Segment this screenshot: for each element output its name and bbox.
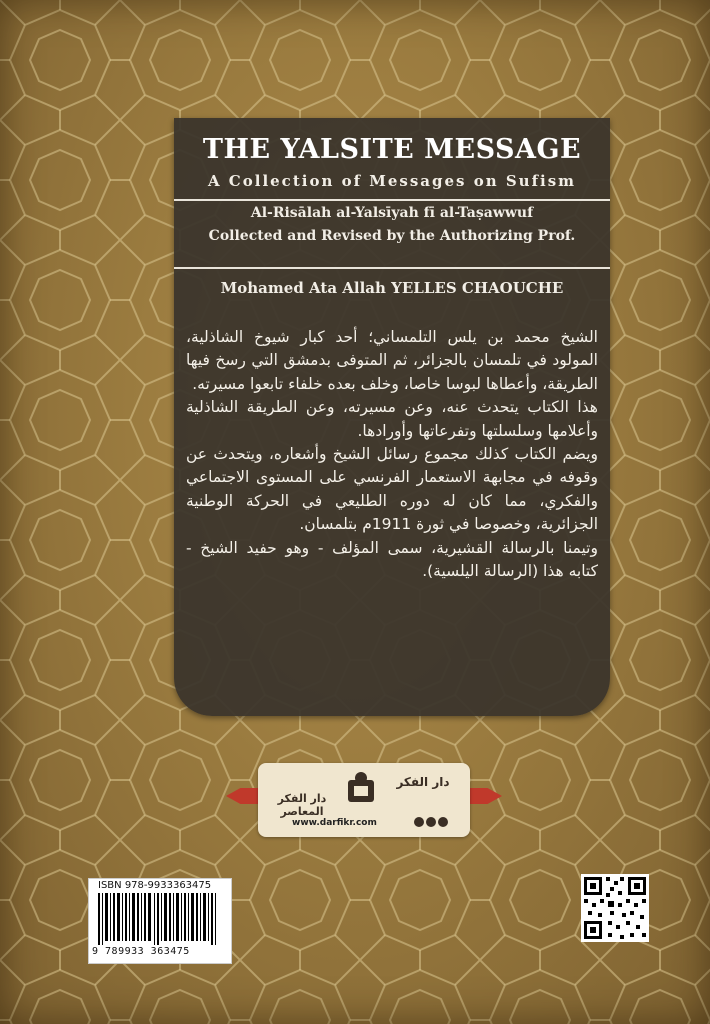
arabic-paragraph: الشيخ محمد بن يلس التلمساني؛ أحد كبار شيوخ الشاذلية، المولود في تلمسان بالجزائر، ثم المتوفى بدمشق التي رسخ فيها الطريقة، وأعطاها لبوسا خاصا، وخلف بعده خلفاء تابعوا مسيرته. — [186, 328, 598, 393]
publisher-website: www.darfikr.com — [292, 818, 377, 828]
divider-bottom — [174, 267, 610, 269]
book-title: THE YALSITE MESSAGE — [202, 134, 582, 165]
isbn-label: ISBN 978-9933363475 — [98, 880, 212, 891]
publisher-name: دار الفكر — [396, 775, 450, 789]
divider-top — [174, 199, 610, 201]
transliterated-title: Al-Risālah al-Yalsīyah fī al-Taṣawwuf — [250, 205, 534, 221]
collected-by-line: Collected and Revised by the Authorizing Prof. — [208, 228, 576, 244]
barcode-icon — [96, 893, 222, 945]
social-icon-3 — [438, 817, 448, 827]
publisher-full-name: دار الفكر المعاصر — [277, 792, 327, 818]
social-icon-1 — [414, 817, 424, 827]
arabic-description — [186, 326, 598, 583]
book-subtitle: A Collection of Messages on Sufism — [207, 172, 577, 190]
arabic-paragraph: هذا الكتاب يتحدث عنه، وعن مسيرته، وعن الطريقة الشاذلية وأعلامها وسلسلتها وتفرعاتها وأورادها. — [186, 398, 598, 440]
publisher-logo-icon — [344, 768, 378, 808]
social-icon-2 — [426, 817, 436, 827]
isbn-digits: 9 789933 363475 — [92, 946, 190, 957]
arabic-paragraph: ويضم الكتاب كذلك مجموع رسائل الشيخ وأشعاره، ويتحدث عن وقوفه في مجابهة الاستعمار الفرنسي على المستوى الاجتماعي والفكري، مما كان له دوره الطليعي في الحركة الوطنية الجزائرية، وخصوصا في ثورة 1911م بتلمسان. — [186, 445, 598, 534]
author-name: Mohamed Ata Allah YELLES CHAOUCHE — [220, 279, 564, 297]
arabic-paragraph: وتيمنا بالرسالة القشيرية، سمى المؤلف - وهو حفيد الشيخ - كتابه هذا (الرسالة اليلسية). — [186, 538, 598, 581]
qr-code-icon — [581, 874, 649, 942]
